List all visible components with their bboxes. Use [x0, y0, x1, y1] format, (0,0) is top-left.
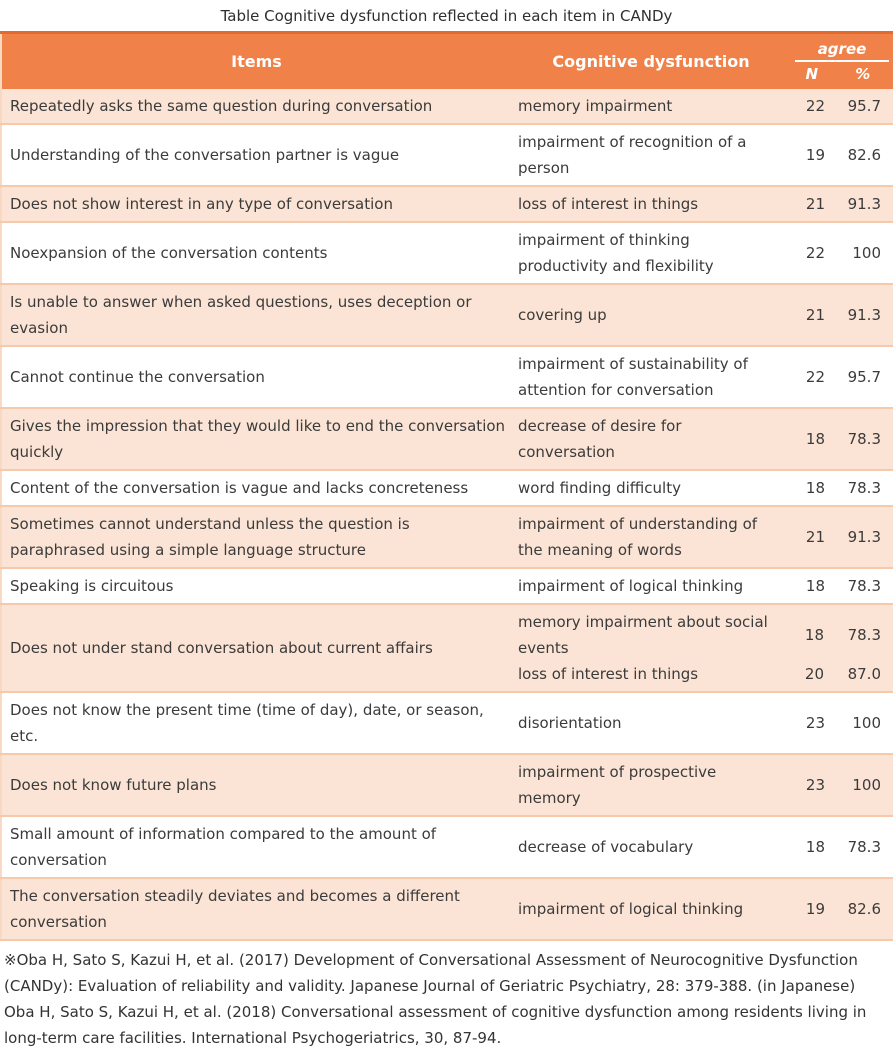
- header-agree: agree: [795, 37, 889, 62]
- header-agree-subcolumns: [791, 62, 893, 83]
- dysfunction-cell: impairment of logical thinking: [511, 878, 791, 940]
- pct-cell: 78.3: [833, 816, 893, 878]
- header-dysfunction: Cognitive dysfunction: [511, 33, 791, 90]
- header-items: Items: [1, 33, 511, 90]
- pct-cell: 78.3: [833, 408, 893, 470]
- n-cell: 21: [791, 506, 833, 568]
- table-title: Table Cognitive dysfunction reflected in each item in CANDy: [220, 7, 673, 25]
- table-row: [1, 222, 893, 284]
- table-row: [1, 568, 893, 604]
- table-row: [1, 346, 893, 408]
- header-agree-group: [791, 33, 893, 90]
- footnotes: [0, 941, 893, 1061]
- n-cell: 18: [804, 626, 824, 644]
- pct-cell: 91.3: [833, 284, 893, 346]
- n-cell: 23: [791, 692, 833, 754]
- item-cell: Noexpansion of the conversation contents: [1, 222, 511, 284]
- table-row: [1, 89, 893, 124]
- dysfunction-cell: impairment of sustainability of attention for conversation: [511, 346, 791, 408]
- sub-row: [511, 661, 893, 687]
- n-cell: 21: [791, 186, 833, 222]
- dysfunction-cell: impairment of thinking productivity and flexibility: [511, 222, 791, 284]
- table-header: [1, 33, 893, 90]
- item-cell: Does not know future plans: [1, 754, 511, 816]
- dysfunction-cell: disorientation: [511, 692, 791, 754]
- header-n: N: [805, 65, 819, 83]
- item-cell: The conversation steadily deviates and becomes a different conversation: [1, 878, 511, 940]
- dysfunction-cell: impairment of logical thinking: [511, 568, 791, 604]
- pct-cell: 91.3: [833, 506, 893, 568]
- pct-cell: 82.6: [833, 878, 893, 940]
- table-row: [1, 878, 893, 940]
- n-cell: 18: [791, 568, 833, 604]
- n-cell: 22: [791, 222, 833, 284]
- pct-cell: 95.7: [833, 346, 893, 408]
- pct-cell: 78.3: [847, 626, 881, 644]
- n-cell: 22: [791, 346, 833, 408]
- item-cell: Cannot continue the conversation: [1, 346, 511, 408]
- pct-cell: 91.3: [833, 186, 893, 222]
- item-cell: Gives the impression that they would like to end the conversation quickly: [1, 408, 511, 470]
- item-cell: Sometimes cannot understand unless the question is paraphrased using a simple language structure: [1, 506, 511, 568]
- table-row: [1, 408, 893, 470]
- footnote-reference-2018: Oba H, Sato S, Kazui H, et al. (2018) Conversational assessment of cognitive dysfunction among residents living in long-term care facilities. International Psychogeriatrics, 30, 87-94.: [4, 1003, 867, 1047]
- n-cell: 23: [791, 754, 833, 816]
- pct-cell: 82.6: [833, 124, 893, 186]
- n-cell: 19: [791, 878, 833, 940]
- dysfunction-cell: loss of interest in things: [518, 665, 699, 683]
- dysfunction-cell: impairment of recognition of a person: [511, 124, 791, 186]
- header-pct: %: [855, 65, 871, 83]
- item-cell: Speaking is circuitous: [1, 568, 511, 604]
- n-cell: 21: [791, 284, 833, 346]
- n-cell: 18: [791, 408, 833, 470]
- footnote-reference-2017: ※Oba H, Sato S, Kazui H, et al. (2017) Development of Conversational Assessment of Neurocognitive Dysfunction (CANDy): Evaluation of reliability and validity. Japanese Journal of Geriatric Psychiatry, 28: 379-388. (in Japanese): [4, 951, 858, 995]
- item-cell: Does not know the present time (time of day), date, or season, etc.: [1, 692, 511, 754]
- table-row: [1, 186, 893, 222]
- dysfunction-cell: memory impairment: [511, 89, 791, 124]
- pct-cell: 95.7: [833, 89, 893, 124]
- n-cell: 18: [791, 816, 833, 878]
- n-cell: 22: [791, 89, 833, 124]
- table-row: [1, 754, 893, 816]
- header-row: [1, 33, 893, 90]
- item-cell: Does not under stand conversation about current affairs: [1, 604, 511, 692]
- item-cell: Understanding of the conversation partner is vague: [1, 124, 511, 186]
- dysfunction-cell: covering up: [511, 284, 791, 346]
- dysfunction-cell: word finding difficulty: [511, 470, 791, 506]
- dysfunction-cell: decrease of vocabulary: [511, 816, 791, 878]
- table-row: [1, 816, 893, 878]
- n-cell: 18: [791, 470, 833, 506]
- candy-table: [0, 31, 893, 941]
- table-body: [1, 89, 893, 940]
- dysfunction-cell: loss of interest in things: [511, 186, 791, 222]
- n-cell: 20: [804, 665, 824, 683]
- item-cell: Does not show interest in any type of conversation: [1, 186, 511, 222]
- item-cell: Content of the conversation is vague and lacks concreteness: [1, 470, 511, 506]
- n-cell: 19: [791, 124, 833, 186]
- pct-cell: 100: [833, 222, 893, 284]
- item-cell: Repeatedly asks the same question during conversation: [1, 89, 511, 124]
- dysfunction-cell: memory impairment about social events: [518, 613, 768, 657]
- item-cell: Is unable to answer when asked questions, uses deception or evasion: [1, 284, 511, 346]
- pct-cell: 100: [833, 754, 893, 816]
- table-row-multi: [1, 604, 893, 692]
- multi-dysfunction-cell: [511, 604, 893, 692]
- table-row: [1, 124, 893, 186]
- dysfunction-cell: decrease of desire for conversation: [511, 408, 791, 470]
- pct-cell: 78.3: [833, 568, 893, 604]
- table-row: [1, 470, 893, 506]
- pct-cell: 78.3: [833, 470, 893, 506]
- pct-cell: 100: [833, 692, 893, 754]
- dysfunction-cell: impairment of understanding of the meaning of words: [511, 506, 791, 568]
- table-row: [1, 692, 893, 754]
- pct-cell: 87.0: [847, 665, 881, 683]
- table-row: [1, 506, 893, 568]
- dysfunction-cell: impairment of prospective memory: [511, 754, 791, 816]
- table-row: [1, 284, 893, 346]
- item-cell: Small amount of information compared to the amount of conversation: [1, 816, 511, 878]
- sub-row: [511, 609, 893, 661]
